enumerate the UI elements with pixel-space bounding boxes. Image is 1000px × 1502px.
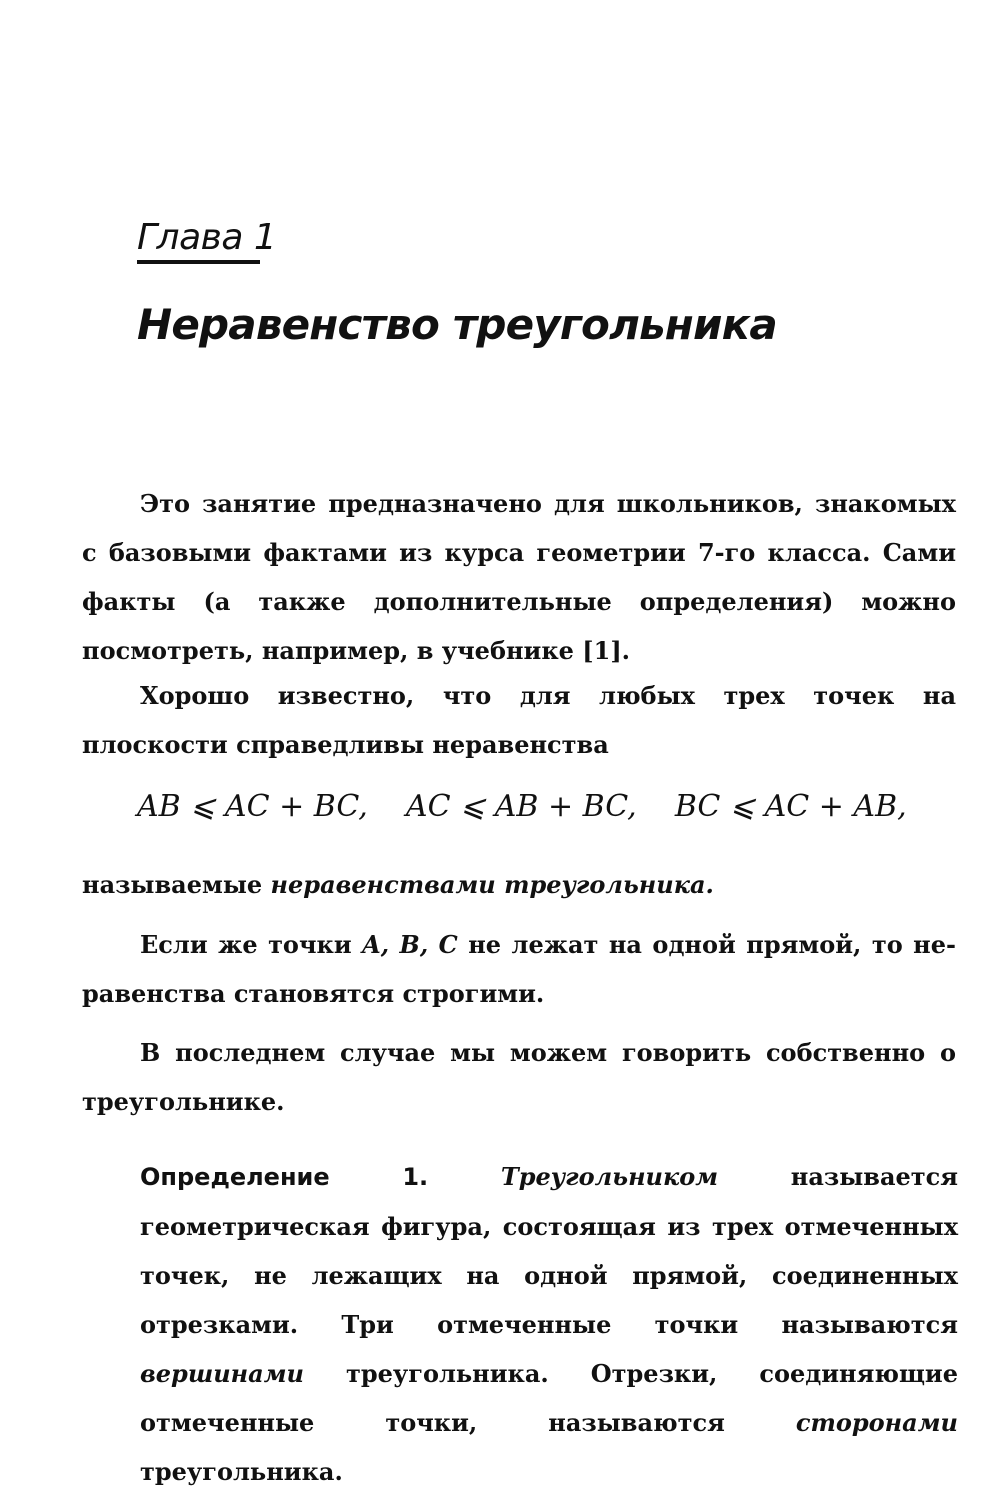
chapter-underline bbox=[137, 260, 260, 264]
definition-text-2: треугольника. Отрезки, соединяющие отмеченные точки, называются bbox=[140, 1359, 958, 1437]
definition-block bbox=[140, 1152, 958, 1496]
called-paragraph bbox=[82, 860, 956, 909]
definition-term-triangle: Треугольником bbox=[500, 1162, 719, 1191]
called-prefix: называемые bbox=[82, 870, 271, 899]
definition-text-1: называется геометрическая фигура, состоящая из трех отмеченных точек, не лежащих на одной прямой, соединенных отрезками. Три отмеченные точки называются bbox=[140, 1162, 958, 1339]
chapter-title: Неравенство треугольника bbox=[137, 300, 777, 349]
definition-term-sides: сторонами bbox=[795, 1408, 958, 1437]
definition-text-3: треугольника. bbox=[140, 1457, 343, 1486]
strict-points: A, B, C bbox=[362, 930, 458, 959]
strict-paragraph bbox=[82, 920, 956, 1018]
intro-paragraph: Это занятие предназначено для школьников, знакомых с базовыми фактами из курса геометрии 7-го класса. Сами факты (а также дополнительные определения) можно посмотреть, например, в учебнике [1]. bbox=[82, 489, 956, 665]
definition-label: Определение 1. bbox=[140, 1163, 429, 1191]
definition-term-vertices: вершинами bbox=[140, 1359, 304, 1388]
last-case-paragraph: В последнем случае мы можем говорить собственно о треугольнике. bbox=[82, 1038, 956, 1116]
chapter-label: Глава 1 bbox=[137, 217, 277, 258]
known-paragraph: Хорошо известно, что для любых трех точек на плоскости справедливы неравенства bbox=[82, 681, 956, 759]
called-term: неравенствами треугольника. bbox=[270, 870, 714, 899]
strict-prefix: Если же точки bbox=[140, 930, 363, 959]
strict-suffix: не лежат на одной прямой, то неравенства становятся строгими. bbox=[82, 930, 956, 1008]
triangle-inequality-formula: AB ⩽ AC + BC, AC ⩽ AB + BC, BC ⩽ AC + AB, bbox=[137, 789, 907, 824]
